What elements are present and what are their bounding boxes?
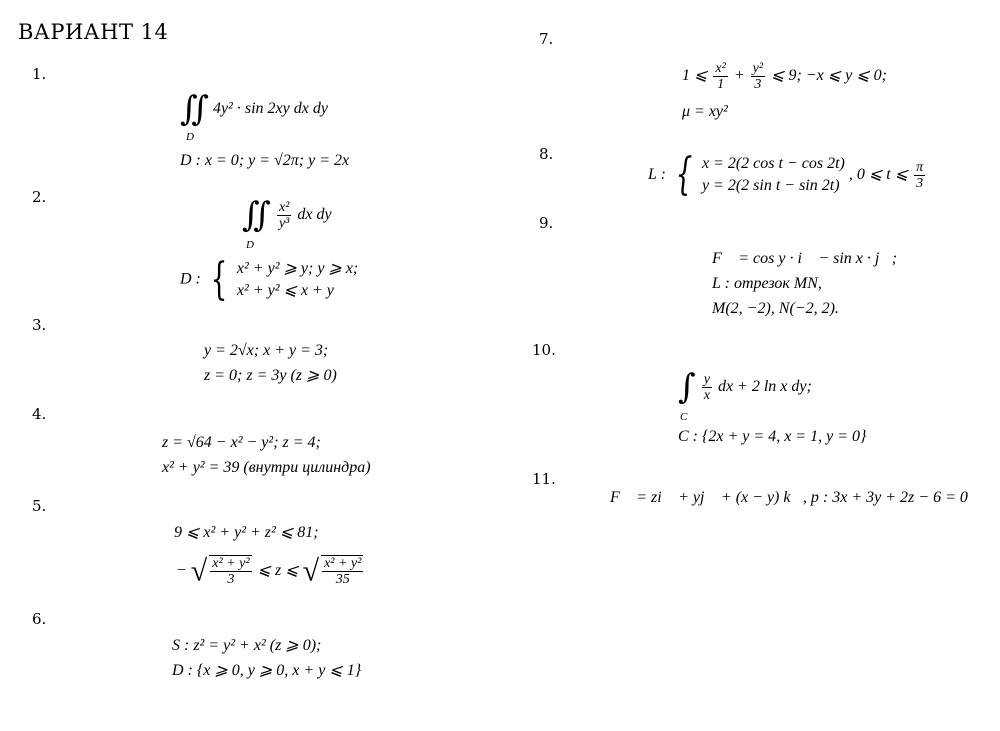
- problem-5-line-2: [176, 552, 365, 590]
- left-brace: {: [675, 149, 693, 201]
- problem-11: F⃗ = zi⃗ + yj⃗ + (x − y) k⃗, p : 3x + 3y + 2z − 6 = 0: [610, 489, 968, 506]
- fraction-denominator: y³: [278, 216, 290, 231]
- problem-4: [162, 432, 371, 479]
- problem-5-line-1: 9 ⩽ x² + y² + z² ⩽ 81;: [174, 524, 319, 541]
- inequality-suffix: ⩽ 9; −x ⩽ y ⩽ 0;: [771, 67, 887, 84]
- system-line-2: y = 2(2 sin t − sin 2t): [701, 177, 840, 195]
- problem-8: [648, 149, 927, 201]
- problem-9-line-2: L : отрезок MN,: [712, 275, 822, 292]
- fraction-denominator: 1: [717, 76, 725, 92]
- problem-10-line-2: C : {2x + y = 4, x = 1, y = 0}: [678, 428, 867, 445]
- fraction-denominator: x: [703, 388, 710, 403]
- problem-9-line-1: F⃗ = cos y · i⃗ − sin x · j⃗;: [712, 250, 898, 267]
- problem-number-9: 9.: [539, 214, 554, 232]
- sqrt-icon: √: [302, 554, 320, 588]
- integrand-tail: dx dy: [297, 206, 332, 224]
- region-label: D: [246, 239, 254, 251]
- problem-number-4: 4.: [32, 405, 47, 423]
- fraction-numerator: y: [703, 372, 710, 387]
- problem-4-line-1: z = √64 − x² − y²; z = 4;: [162, 434, 321, 451]
- problem-number-2: 2.: [32, 188, 47, 206]
- problem-2-region: [180, 254, 359, 305]
- left-brace: {: [210, 254, 228, 305]
- problem-3-line-2: z = 0; z = 3y (z ⩾ 0): [204, 367, 337, 384]
- page-title: ВАРИАНТ 14: [18, 20, 169, 44]
- problem-7-line-2: μ = xy²: [682, 103, 728, 120]
- fraction-numerator: y²: [752, 60, 764, 76]
- problem-number-8: 8.: [539, 145, 554, 163]
- problem-9: [712, 246, 897, 321]
- contour-label: C: [680, 411, 688, 423]
- fraction-denominator: 3: [754, 76, 762, 92]
- problem-number-11: 11.: [532, 470, 556, 488]
- problem-number-6: 6.: [32, 610, 47, 628]
- problem-3: [204, 340, 337, 387]
- inequality-middle: ⩽ z ⩽: [257, 562, 299, 579]
- region-label: D: [186, 131, 194, 143]
- fraction-numerator: π: [916, 159, 924, 175]
- fraction-numerator: x² + y²: [212, 556, 250, 572]
- problem-7-line-1: [682, 58, 887, 94]
- inequality-prefix: 1 ⩽: [682, 67, 708, 84]
- integrand: 4y² · sin 2xy dx dy: [212, 100, 328, 118]
- fraction-denominator: 35: [335, 572, 350, 588]
- problem-1-integral: ∬ D 4y² · sin 2xy dx dy: [180, 92, 328, 127]
- problem-2-integral: ∬ D $\frac{\text{x²}}{\text{y³}}$ dx dy: [242, 198, 332, 233]
- problem-number-1: 1.: [32, 65, 47, 83]
- fraction-numerator: x²: [278, 200, 290, 215]
- problem-number-5: 5.: [32, 497, 47, 515]
- plus-sign: +: [733, 67, 745, 84]
- problem-1-region: D : x = 0; y = √2π; y = 2x: [180, 152, 350, 169]
- sqrt-icon: √: [190, 554, 208, 588]
- problem-9-line-3: M(2, −2), N(−2, 2).: [712, 300, 839, 317]
- problem-6-line-1: S : z² = y² + x² (z ⩾ 0);: [172, 637, 322, 654]
- problem-3-line-1: y = 2√x; x + y = 3;: [204, 342, 329, 359]
- problem-6: [172, 635, 361, 682]
- problem-6-line-2: D : {x ⩾ 0, y ⩾ 0, x + y ⩽ 1}: [172, 662, 362, 679]
- problem-number-10: 10.: [532, 341, 556, 359]
- problem-number-7: 7.: [539, 30, 554, 48]
- integrand-tail: dx + 2 ln x dy;: [717, 378, 812, 396]
- system-line-2: x² + y² ⩽ x + y: [236, 282, 334, 299]
- fraction-numerator: x²: [715, 60, 726, 76]
- parameter-range: , 0 ⩽ t ⩽: [848, 166, 909, 183]
- fraction-numerator: x² + y²: [324, 556, 362, 572]
- fraction-denominator: 3: [916, 175, 924, 191]
- problem-number-3: 3.: [32, 316, 47, 334]
- fraction-denominator: 3: [227, 572, 235, 588]
- system-line-1: x = 2(2 cos t − cos 2t): [701, 155, 845, 173]
- problem-10-integral: ∫ C $\frac{y}{x}$ dx + 2 ln x dy;: [678, 370, 812, 405]
- problem-4-line-2: x² + y² = 39 (внутри цилиндра): [162, 459, 371, 476]
- system-line-1: x² + y² ⩾ y; y ⩾ x;: [236, 260, 359, 277]
- minus-sign: −: [176, 562, 187, 579]
- region-prefix: D :: [180, 270, 201, 288]
- curve-prefix: L :: [648, 166, 666, 183]
